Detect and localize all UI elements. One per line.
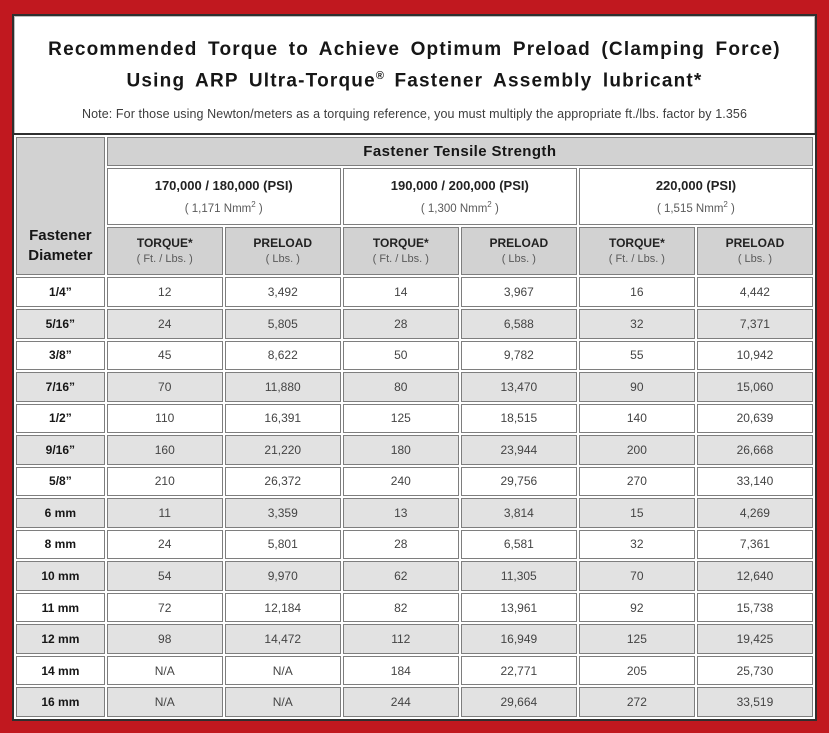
torque-cell: 72: [107, 593, 223, 623]
psi-header-170-180: [107, 168, 341, 225]
diameter-cell: 6 mm: [16, 498, 105, 528]
torque-cell: 28: [343, 530, 459, 560]
preload-cell: 29,756: [461, 467, 577, 497]
preload-cell: 22,771: [461, 656, 577, 686]
diameter-cell: 12 mm: [16, 624, 105, 654]
torque-label: TORQUE*: [372, 236, 429, 251]
preload-cell: 3,814: [461, 498, 577, 528]
preload-cell: 9,782: [461, 341, 577, 371]
title-line2-rest: Fastener Assembly lubricant*: [383, 70, 703, 92]
table-row: [16, 498, 813, 528]
diameter-cell: 3/8”: [16, 341, 105, 371]
torque-label: TORQUE*: [608, 236, 665, 251]
nmm-label: [346, 200, 574, 215]
header-row-psi: [16, 168, 813, 225]
header-row-columns: [16, 227, 813, 276]
preload-cell: 8,622: [225, 341, 341, 371]
preload-cell: 4,269: [697, 498, 813, 528]
corner-header-fastener-diameter: [16, 137, 105, 275]
torque-column-header: [579, 227, 695, 276]
header-row-main: [16, 137, 813, 166]
diameter-cell: 8 mm: [16, 530, 105, 560]
torque-cell: 14: [343, 277, 459, 307]
preload-cell: 11,305: [461, 561, 577, 591]
preload-cell: 20,639: [697, 404, 813, 434]
table-row: [16, 372, 813, 402]
table-row: [16, 656, 813, 686]
title-line2-text: Using ARP Ultra-Torque: [126, 70, 376, 92]
registered-trademark-symbol: ®: [375, 70, 384, 82]
preload-cell: N/A: [225, 656, 341, 686]
torque-cell: 15: [579, 498, 695, 528]
diameter-cell: 7/16”: [16, 372, 105, 402]
torque-cell: 12: [107, 277, 223, 307]
torque-cell: 54: [107, 561, 223, 591]
torque-cell: 24: [107, 309, 223, 339]
nmm-label: [582, 200, 810, 215]
preload-unit: ( Lbs. ): [737, 253, 773, 266]
torque-cell: 13: [343, 498, 459, 528]
preload-label: PRELOAD: [725, 236, 785, 251]
torque-cell: 24: [107, 530, 223, 560]
torque-cell: 70: [107, 372, 223, 402]
corner-header-line1: Fastener: [29, 227, 92, 245]
preload-cell: 16,391: [225, 404, 341, 434]
preload-label: PRELOAD: [489, 236, 549, 251]
preload-cell: 3,492: [225, 277, 341, 307]
preload-cell: N/A: [225, 687, 341, 717]
preload-cell: 26,372: [225, 467, 341, 497]
torque-cell: 160: [107, 435, 223, 465]
corner-header-line2: Diameter: [28, 247, 93, 265]
nmm-superscript: 2: [251, 199, 256, 209]
nmm-superscript: 2: [723, 199, 728, 209]
preload-cell: 12,184: [225, 593, 341, 623]
torque-cell: 32: [579, 530, 695, 560]
table-row: [16, 309, 813, 339]
torque-cell: 98: [107, 624, 223, 654]
torque-unit: ( Ft. / Lbs. ): [608, 253, 665, 266]
preload-cell: 5,805: [225, 309, 341, 339]
torque-cell: 16: [579, 277, 695, 307]
diameter-cell: 5/16”: [16, 309, 105, 339]
torque-cell: 270: [579, 467, 695, 497]
preload-cell: 9,970: [225, 561, 341, 591]
table-row: [16, 561, 813, 591]
torque-cell: N/A: [107, 687, 223, 717]
table-row: [16, 341, 813, 371]
preload-cell: 3,359: [225, 498, 341, 528]
preload-cell: 12,640: [697, 561, 813, 591]
nmm-close: ): [491, 202, 499, 215]
torque-cell: 45: [107, 341, 223, 371]
preload-cell: 6,588: [461, 309, 577, 339]
torque-cell: 55: [579, 341, 695, 371]
preload-cell: 10,942: [697, 341, 813, 371]
torque-cell: 32: [579, 309, 695, 339]
diameter-cell: 11 mm: [16, 593, 105, 623]
nmm-close: ): [727, 202, 735, 215]
nmm-value: ( 1,171 Nmm: [184, 202, 252, 215]
torque-cell: 28: [343, 309, 459, 339]
nmm-label: [110, 200, 338, 215]
preload-cell: 26,668: [697, 435, 813, 465]
psi-label: 190,000 / 200,000 (PSI): [390, 177, 529, 193]
title-block: [14, 16, 815, 133]
preload-cell: 13,470: [461, 372, 577, 402]
torque-cell: 125: [579, 624, 695, 654]
psi-header-220: [579, 168, 813, 225]
torque-cell: 70: [579, 561, 695, 591]
torque-cell: 82: [343, 593, 459, 623]
torque-cell: 200: [579, 435, 695, 465]
diameter-cell: 10 mm: [16, 561, 105, 591]
torque-cell: 140: [579, 404, 695, 434]
torque-label: TORQUE*: [136, 236, 193, 251]
preload-cell: 5,801: [225, 530, 341, 560]
preload-column-header: [697, 227, 813, 276]
preload-cell: 4,442: [697, 277, 813, 307]
torque-cell: 90: [579, 372, 695, 402]
torque-cell: 62: [343, 561, 459, 591]
table-row: [16, 467, 813, 497]
torque-cell: 11: [107, 498, 223, 528]
table-row: [16, 624, 813, 654]
torque-cell: 125: [343, 404, 459, 434]
diameter-cell: 5/8”: [16, 467, 105, 497]
nmm-value: ( 1,300 Nmm: [420, 202, 488, 215]
torque-cell: 244: [343, 687, 459, 717]
torque-cell: 110: [107, 404, 223, 434]
torque-cell: 112: [343, 624, 459, 654]
psi-label: 220,000 (PSI): [655, 177, 737, 193]
torque-cell: 205: [579, 656, 695, 686]
preload-column-header: [461, 227, 577, 276]
torque-cell: 184: [343, 656, 459, 686]
table-row: [16, 404, 813, 434]
preload-cell: 15,060: [697, 372, 813, 402]
torque-cell: 50: [343, 341, 459, 371]
preload-cell: 15,738: [697, 593, 813, 623]
table-row: [16, 687, 813, 717]
table-row: [16, 435, 813, 465]
preload-cell: 29,664: [461, 687, 577, 717]
preload-cell: 33,140: [697, 467, 813, 497]
diameter-cell: 1/2”: [16, 404, 105, 434]
psi-label: 170,000 / 180,000 (PSI): [154, 177, 293, 193]
preload-label: PRELOAD: [253, 236, 313, 251]
preload-unit: ( Lbs. ): [265, 253, 300, 266]
preload-column-header: [225, 227, 341, 276]
table-row: [16, 593, 813, 623]
preload-cell: 18,515: [461, 404, 577, 434]
nmm-close: ): [255, 202, 263, 215]
preload-cell: 19,425: [697, 624, 813, 654]
table-row: [16, 530, 813, 560]
chart-panel: [12, 14, 817, 721]
preload-cell: 16,949: [461, 624, 577, 654]
torque-cell: 272: [579, 687, 695, 717]
preload-cell: 13,961: [461, 593, 577, 623]
torque-unit: ( Ft. / Lbs. ): [372, 253, 429, 266]
psi-header-190-200: [343, 168, 577, 225]
diameter-cell: 16 mm: [16, 687, 105, 717]
torque-cell: 80: [343, 372, 459, 402]
preload-cell: 7,361: [697, 530, 813, 560]
torque-cell: 240: [343, 467, 459, 497]
main-header-tensile-strength: Fastener Tensile Strength: [107, 137, 813, 166]
diameter-cell: 14 mm: [16, 656, 105, 686]
newton-meters-note: Note: For those using Newton/meters as a torquing reference, you must multiply the appropriate ft./lbs. factor by 1.356: [81, 107, 747, 122]
page-title-line1: Recommended Torque to Achieve Optimum Preload (Clamping Force): [48, 39, 781, 60]
preload-cell: 14,472: [225, 624, 341, 654]
nmm-superscript: 2: [487, 199, 492, 209]
preload-cell: 23,944: [461, 435, 577, 465]
torque-cell: 180: [343, 435, 459, 465]
preload-cell: 25,730: [697, 656, 813, 686]
preload-cell: 3,967: [461, 277, 577, 307]
diameter-cell: 9/16”: [16, 435, 105, 465]
torque-cell: 210: [107, 467, 223, 497]
preload-cell: 21,220: [225, 435, 341, 465]
nmm-value: ( 1,515 Nmm: [656, 202, 724, 215]
preload-cell: 11,880: [225, 372, 341, 402]
diameter-cell: 1/4”: [16, 277, 105, 307]
preload-cell: 6,581: [461, 530, 577, 560]
preload-unit: ( Lbs. ): [501, 253, 536, 266]
torque-cell: 92: [579, 593, 695, 623]
table-row: [16, 277, 813, 307]
torque-unit: ( Ft. / Lbs. ): [136, 253, 193, 266]
page-title-line2: [14, 63, 815, 94]
preload-cell: 7,371: [697, 309, 813, 339]
preload-cell: 33,519: [697, 687, 813, 717]
torque-column-header: [107, 227, 223, 276]
torque-preload-table: [14, 133, 815, 719]
torque-cell: N/A: [107, 656, 223, 686]
torque-column-header: [343, 227, 459, 276]
